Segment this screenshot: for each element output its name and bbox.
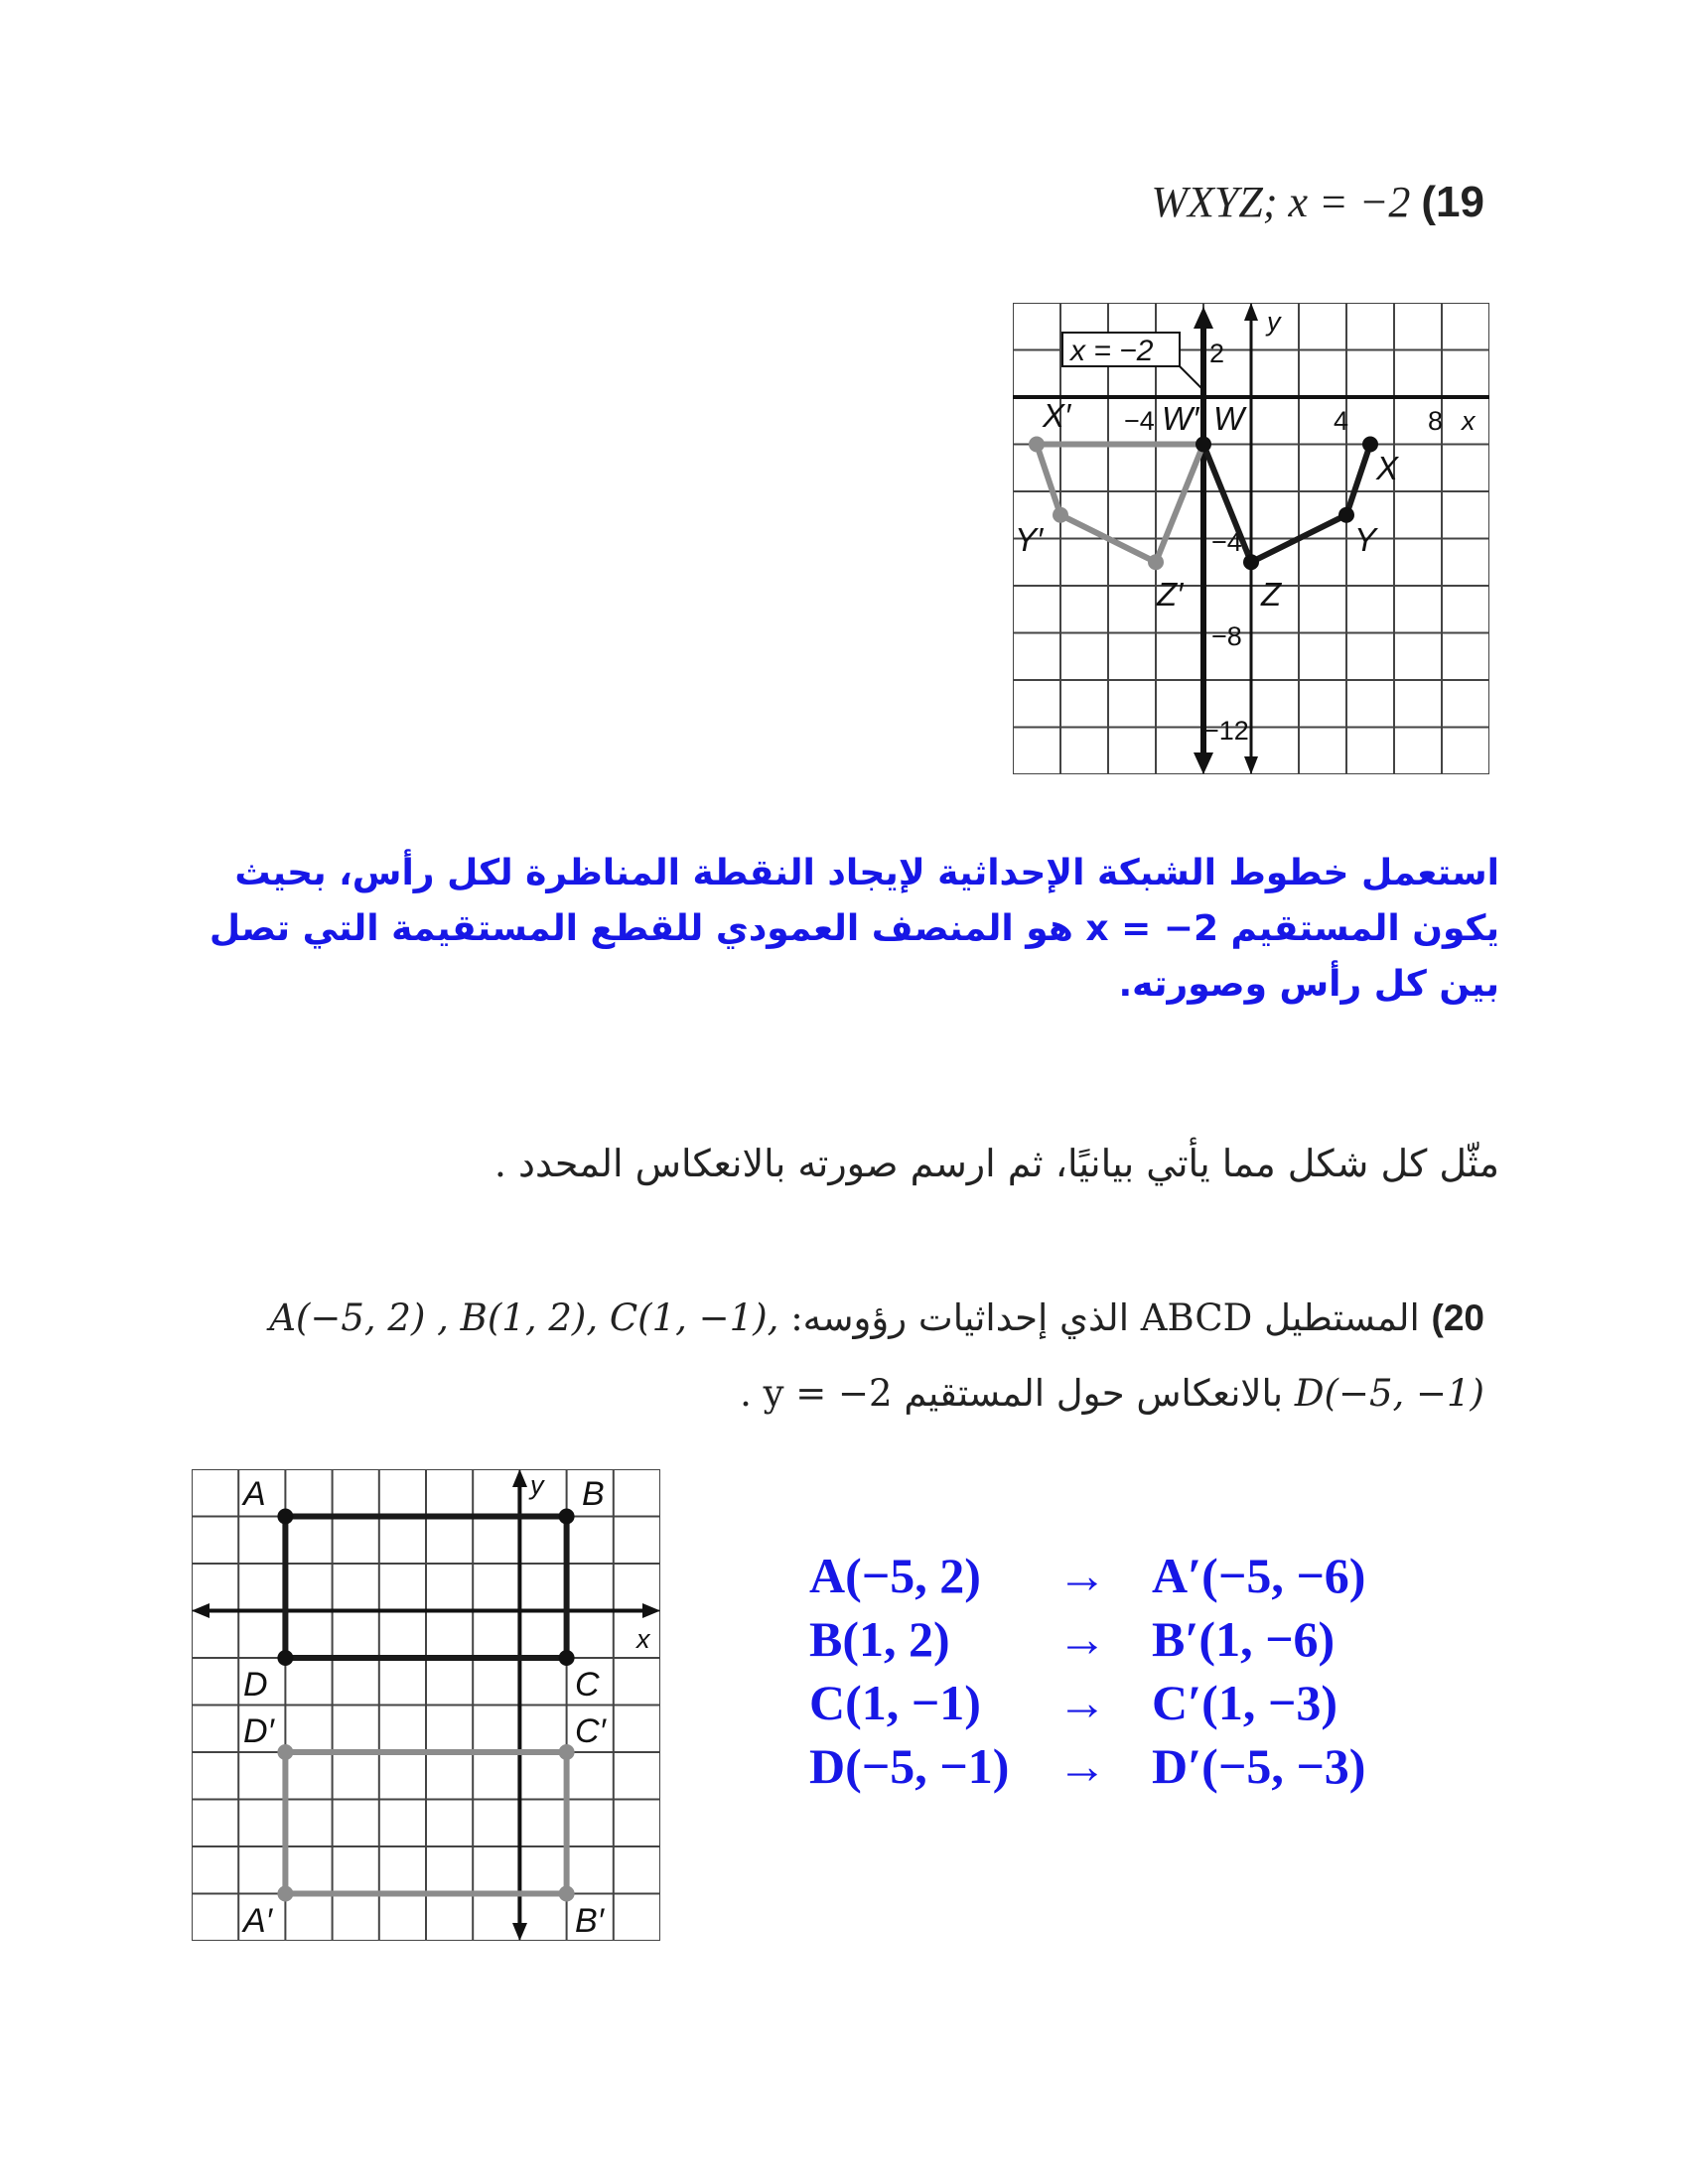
- point-A: [277, 1509, 293, 1525]
- reflected-polygon-wxyz-prime: [1037, 445, 1203, 563]
- label-B-prime: B′: [575, 1902, 605, 1940]
- point-X-prime: [1029, 437, 1045, 453]
- graph-20-y-arrow-down: [512, 1923, 527, 1941]
- mapping-arrow: →: [1057, 1611, 1107, 1667]
- question-20: [144, 1281, 1484, 1432]
- graph-20-y-axis-label: y: [530, 1470, 544, 1500]
- label-C-prime: C′: [575, 1712, 606, 1750]
- question-20-text-2: بالانعكاس حول المستقيم y = −2 .: [740, 1372, 1284, 1415]
- mapping-row: [809, 1671, 1365, 1734]
- graph-19-tick-label: −4: [1124, 406, 1155, 436]
- section-instruction: مثّل كل شكل مما يأتي بيانيًا، ثم ارسم صورته بالانعكاس المحدد .: [493, 1142, 1499, 1185]
- mapping-arrow: →: [1057, 1675, 1107, 1730]
- question-19-expression: WXYZ; x = −2: [1151, 178, 1411, 226]
- mapping-row: [809, 1734, 1365, 1798]
- label-W: W: [1213, 400, 1245, 437]
- point-C: [559, 1650, 575, 1666]
- point-Y-prime: [1053, 507, 1068, 523]
- graph-19-tick-label: −12: [1203, 716, 1249, 746]
- question-19-title: [1151, 177, 1484, 227]
- graph-20-grid: [192, 1469, 660, 1941]
- graph-19-tick-label: 8: [1428, 406, 1444, 436]
- reflection-line-leader: [1180, 366, 1203, 390]
- reflection-line-arrow-up: [1194, 307, 1213, 329]
- point-W: [1196, 437, 1211, 453]
- graph-20-y-arrow-up: [512, 1469, 527, 1487]
- graph-19-tick-label: 4: [1334, 406, 1349, 436]
- mapping-target: B′(1, −6): [1152, 1611, 1336, 1667]
- graph-19-y-axis-label: y: [1267, 307, 1281, 337]
- mapping-source: B(1, 2): [809, 1611, 950, 1667]
- mapping-source: C(1, −1): [809, 1675, 981, 1730]
- graph-19: [1013, 303, 1489, 774]
- label-B: B: [582, 1475, 605, 1513]
- graph-20-x-axis-label: x: [636, 1624, 650, 1654]
- point-D: [277, 1650, 293, 1666]
- mapping-target: C′(1, −3): [1152, 1675, 1337, 1730]
- question-20-number: 20): [1431, 1297, 1484, 1338]
- question-20-coords-1: A(−5, 2) , B(1, 2), C(1, −1),: [269, 1297, 779, 1339]
- label-Y-prime: Y′: [1015, 521, 1044, 558]
- label-C: C: [575, 1666, 600, 1704]
- label-D: D: [243, 1666, 268, 1704]
- point-B-prime: [559, 1886, 575, 1902]
- label-W-prime: W′: [1162, 400, 1199, 437]
- label-Z: Z: [1261, 576, 1282, 613]
- graph-20-x-arrow-right: [642, 1603, 660, 1618]
- graph-19-tick-label: −8: [1211, 621, 1242, 651]
- label-D-prime: D′: [243, 1712, 274, 1750]
- graph-19-tick-label: 2: [1209, 339, 1225, 368]
- graph-19-y-arrow-up: [1244, 303, 1258, 321]
- mapping-target: D′(−5, −3): [1152, 1738, 1366, 1794]
- mapping-arrow: →: [1057, 1738, 1107, 1794]
- point-A-prime: [277, 1886, 293, 1902]
- solution-explanation: استعمل خطوط الشبكة الإحداثية لإيجاد النقطة المناظرة لكل رأس، بحيث يكون المستقيم x = −2 هو المنصف العمودي للقطع المستقيمة التي تصل بين كل رأس وصورته.: [209, 853, 1499, 1005]
- mapping-source: A(−5, 2): [809, 1548, 981, 1603]
- question-20-text-1: المستطيل ABCD الذي إحداثيات رؤوسه:: [790, 1297, 1420, 1339]
- label-A-prime: A′: [243, 1902, 273, 1940]
- label-Y: Y: [1354, 521, 1377, 558]
- graph-20-x-arrow-left: [192, 1603, 210, 1618]
- question-19-number: (19: [1421, 178, 1484, 226]
- mapping-row: [809, 1544, 1365, 1607]
- question-20-line-2: [144, 1356, 1484, 1432]
- question-20-coord-D: D(−5, −1): [1294, 1372, 1484, 1415]
- point-C-prime: [559, 1744, 575, 1760]
- graph-19-x-axis-label: x: [1462, 406, 1476, 436]
- reflection-line-arrow-down: [1194, 752, 1213, 774]
- question-20-line-1: [144, 1281, 1484, 1356]
- reflection-line-label: x = −2: [1070, 335, 1154, 367]
- coordinate-mapping: [809, 1544, 1365, 1798]
- mapping-target: A′(−5, −6): [1152, 1548, 1366, 1603]
- label-X-prime: X′: [1043, 397, 1071, 434]
- graph-20: [192, 1469, 660, 1941]
- mapping-arrow: →: [1057, 1548, 1107, 1603]
- point-D-prime: [277, 1744, 293, 1760]
- label-Z-prime: Z′: [1157, 576, 1184, 613]
- graph-19-y-arrow-down: [1244, 756, 1258, 774]
- graph-19-tick-label: −4: [1211, 527, 1242, 557]
- point-Z: [1243, 554, 1259, 570]
- point-Y: [1338, 507, 1354, 523]
- label-X: X: [1376, 450, 1399, 486]
- label-A: A: [243, 1475, 266, 1513]
- point-B: [559, 1509, 575, 1525]
- mapping-row: [809, 1607, 1365, 1671]
- point-Z-prime: [1148, 554, 1164, 570]
- mapping-source: D(−5, −1): [809, 1738, 1010, 1794]
